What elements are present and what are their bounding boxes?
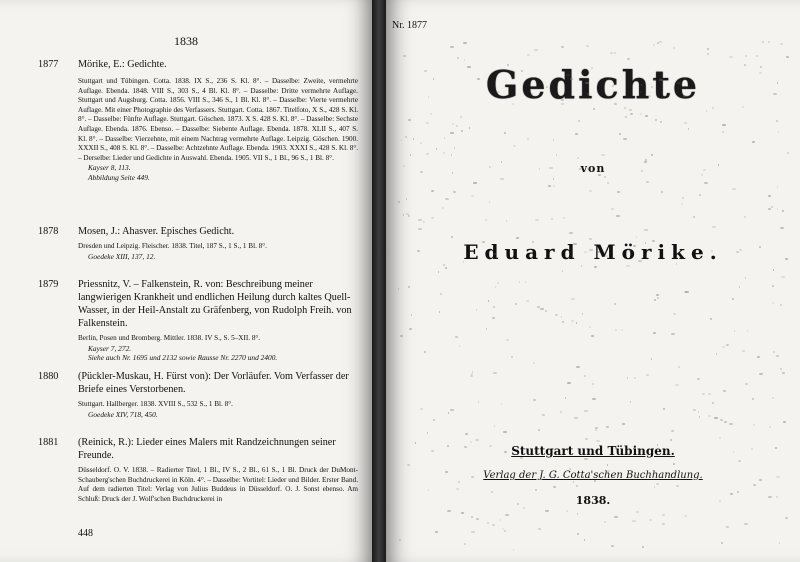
paper-speck	[756, 55, 758, 57]
paper-speck	[532, 241, 534, 243]
paper-speck	[781, 276, 785, 278]
paper-speck	[594, 480, 596, 482]
entry-reference: Kayser 8, 113.	[88, 163, 131, 173]
paper-speck	[645, 159, 647, 161]
paper-speck	[670, 439, 672, 441]
paper-speck	[628, 250, 631, 252]
paper-speck	[596, 440, 600, 442]
paper-speck	[497, 91, 500, 93]
catalog-entry	[38, 225, 358, 261]
paper-speck	[492, 524, 495, 526]
paper-speck	[424, 351, 426, 353]
paper-speck	[681, 203, 683, 205]
paper-speck	[712, 402, 714, 404]
paper-speck	[772, 397, 774, 399]
entry-number: 1881	[38, 437, 59, 448]
entry-description: Berlin, Posen und Bromberg. Mittler. 1838. IV S., S. 5–XII. 8°.	[78, 334, 261, 342]
paper-speck	[673, 463, 675, 465]
paper-speck	[585, 82, 589, 84]
paper-speck	[732, 298, 734, 300]
paper-speck	[729, 56, 733, 58]
paper-speck	[439, 311, 440, 313]
paper-speck	[693, 216, 695, 218]
paper-speck	[625, 116, 627, 118]
catalog-entry	[38, 278, 358, 363]
paper-speck	[644, 229, 648, 231]
entry-description: Stuttgart. Hallberger. 1838. XVIII S., 532 S., 1 Bl. 8°.	[78, 400, 233, 408]
paper-speck	[598, 174, 601, 176]
paper-speck	[753, 484, 756, 486]
paper-speck	[561, 46, 564, 48]
paper-speck	[553, 185, 555, 187]
paper-speck	[591, 335, 594, 337]
paper-speck	[685, 291, 689, 293]
facsimile-publisher: Verlag der J. G. Cotta'schen Buchhandlung.	[483, 470, 703, 481]
paper-speck	[542, 414, 545, 416]
paper-speck	[614, 103, 617, 105]
paper-speck	[533, 362, 535, 364]
paper-speck	[436, 148, 437, 150]
paper-speck	[556, 154, 557, 156]
paper-speck	[657, 297, 659, 299]
paper-speck	[627, 377, 628, 379]
paper-speck	[671, 430, 674, 432]
paper-speck	[655, 119, 657, 121]
paper-speck	[513, 549, 514, 551]
paper-speck	[431, 190, 434, 192]
paper-speck	[584, 410, 588, 412]
paper-speck	[757, 356, 760, 358]
paper-speck	[535, 219, 539, 221]
paper-speck	[753, 424, 755, 426]
paper-speck	[623, 138, 627, 140]
paper-speck	[574, 417, 578, 419]
catalog-entry	[38, 370, 358, 419]
catalog-entry	[38, 436, 358, 504]
paper-speck	[676, 485, 679, 487]
entry-title: (Pückler-Muskau, H. Fürst von): Der Vorläufer. Vom Verfasser der Briefe eines Verstorbenen.	[78, 371, 349, 395]
paper-speck	[551, 218, 553, 220]
paper-speck	[752, 398, 754, 400]
paper-speck	[571, 298, 575, 300]
paper-speck	[553, 486, 556, 488]
paper-speck	[684, 122, 687, 124]
paper-speck	[722, 131, 724, 133]
paper-speck	[487, 522, 489, 524]
paper-speck	[398, 201, 400, 203]
left-page	[0, 0, 373, 562]
paper-speck	[640, 113, 642, 115]
paper-speck	[589, 249, 593, 251]
paper-speck	[513, 145, 516, 147]
paper-speck	[640, 91, 642, 93]
paper-speck	[461, 512, 464, 514]
paper-speck	[752, 141, 755, 143]
entry-reference: Goedeke XIV, 718, 450.	[88, 409, 158, 419]
paper-speck	[772, 285, 774, 287]
paper-speck	[662, 523, 665, 525]
paper-speck	[644, 161, 647, 163]
paper-speck	[614, 516, 618, 518]
paper-speck	[482, 241, 485, 243]
paper-speck	[636, 236, 637, 238]
paper-speck	[589, 190, 592, 192]
paper-speck	[507, 64, 509, 66]
paper-speck	[785, 517, 788, 519]
paper-speck	[780, 368, 782, 370]
entry-number: 1878	[38, 226, 59, 237]
paper-speck	[716, 353, 717, 355]
entry-description: Stuttgart und Tübingen. Cotta. 1838. IX S., 236 S. Kl. 8°. – Dasselbe: Zweite, vermehrte Auflage. Ebenda. 1848. VIII S., 303 S., 4 Bl. Kl. 8°. – Dasselbe: Dritte vermehrte Auflage. Stuttgart und Augsburg. Cotta. 1856. VIII S., 346 S., 1 Bl. Kl. 8°. – Dasselbe: Vierte vermehrte Auflage. Mit einer Photographie des Verfassers. Stuttgart. Cotta. 1867. Titelfoto, X S., 428 S. Kl. 8°. – Dasselbe: Fünfte Auflage. Stuttgart. Göschen. 1873. X S. 428 S. Kl. 8°. – Dasselbe: Sechste Auflage. Ebenda. 1876. Ebenso. – Dasselbe: Siebente Auflage. Ebenda. 1878. XLII S., 407 S. Kl. 8°. – Dasselbe: Vierzehnte, mit einem Nachtrag vermehrte Auflage. Leipzig. Göschen. 1900. XXXII S., 408 S. Kl. 8°. – Dasselbe: Achtzehnte Auflage. Ebenda. 1903. XXXI S., 428 S. Kl. 8°. – Derselbe: Lieder und Gedichte in Auswahl. Ebenda. 1905. VII S., 1 Bl., 96 S., 1 Bl. 8°.	[78, 77, 358, 162]
entry-reference: Kayser 7, 272.	[88, 343, 132, 353]
paper-speck	[744, 64, 746, 66]
paper-speck	[431, 217, 434, 219]
paper-speck	[780, 227, 784, 229]
paper-speck	[776, 355, 779, 357]
paper-speck	[778, 131, 779, 133]
paper-speck	[771, 206, 773, 208]
paper-speck	[576, 322, 577, 324]
paper-speck	[783, 421, 786, 423]
paper-speck	[597, 251, 600, 253]
paper-speck	[592, 383, 594, 385]
paper-speck	[440, 293, 442, 295]
paper-speck	[415, 442, 416, 444]
paper-speck	[467, 66, 471, 68]
paper-speck	[473, 182, 477, 184]
paper-speck	[475, 439, 479, 441]
paper-speck	[712, 226, 716, 228]
paper-speck	[469, 127, 470, 129]
paper-speck	[485, 219, 487, 221]
paper-speck	[471, 195, 474, 197]
paper-speck	[719, 437, 721, 439]
paper-speck	[661, 191, 663, 193]
paper-speck	[742, 350, 745, 352]
paper-speck	[584, 375, 586, 377]
paper-speck	[401, 139, 402, 141]
paper-speck	[768, 195, 771, 197]
paper-speck	[501, 403, 502, 405]
paper-speck	[768, 496, 772, 498]
paper-speck	[633, 245, 636, 247]
paper-speck	[450, 132, 454, 134]
paper-speck	[525, 281, 526, 283]
paper-speck	[604, 255, 608, 257]
paper-speck	[729, 423, 733, 425]
paper-speck	[747, 330, 748, 332]
entry-description: Düsseldorf. O. V. 1838. – Radierter Titel, 1 Bl., IV S., 2 Bl., 61 S., 1 Bl. Druck der DuMont-Schauberg'schen Buchdruckerei in Köln. 4°. – Dasselbe: Vortitel: Lieder und Bilder. Erster Band. Auf dem radierten Titel: Verlag von Julius Buddeus in Düsseldorf. O. J. Sonst ebenso. Am Schluß: Druck der J. Wolf'schen Buchdruckerei in	[78, 466, 358, 503]
paper-speck	[445, 267, 447, 269]
paper-speck	[776, 496, 778, 498]
paper-speck	[428, 96, 429, 98]
paper-speck	[493, 372, 497, 374]
paper-speck	[645, 115, 648, 117]
paper-speck	[523, 507, 525, 509]
paper-speck	[561, 316, 562, 318]
paper-speck	[561, 103, 564, 105]
paper-speck	[707, 53, 709, 55]
paper-speck	[676, 263, 677, 265]
paper-speck	[587, 168, 590, 170]
paper-speck	[732, 188, 736, 190]
paper-speck	[465, 433, 468, 435]
facsimile-place: Stuttgart und Tübingen.	[511, 444, 675, 458]
paper-speck	[516, 237, 519, 239]
entry-number: 1880	[38, 371, 59, 382]
paper-speck	[617, 191, 620, 193]
paper-speck	[495, 286, 496, 288]
paper-speck	[769, 426, 771, 428]
paper-speck	[476, 309, 477, 311]
paper-speck	[519, 281, 520, 283]
paper-speck	[506, 339, 509, 341]
paper-speck	[737, 491, 739, 493]
paper-speck	[527, 54, 530, 56]
entry-reference: Goedeke XIII, 137, 12.	[88, 251, 156, 261]
paper-speck	[493, 306, 495, 308]
paper-speck	[785, 258, 788, 260]
paper-speck	[648, 95, 651, 97]
paper-speck	[660, 121, 662, 123]
title-page-facsimile	[386, 0, 800, 562]
paper-speck	[773, 351, 775, 353]
paper-speck	[742, 106, 744, 108]
paper-speck	[489, 445, 492, 447]
paper-speck	[760, 66, 762, 68]
paper-speck	[445, 471, 448, 473]
entry-title: Mosen, J.: Ahasver. Episches Gedicht.	[78, 226, 235, 237]
paper-speck	[452, 172, 453, 174]
paper-speck	[659, 79, 663, 81]
paper-speck	[426, 153, 429, 155]
entry-description: Dresden und Leipzig. Fleischer. 1838. Titel, 187 S., 1 S., 1 Bl. 8°.	[78, 242, 267, 250]
paper-speck	[576, 485, 578, 487]
running-head-year: 1838	[174, 34, 198, 48]
paper-speck	[562, 321, 564, 323]
paper-speck	[400, 335, 403, 337]
paper-speck	[739, 249, 742, 251]
paper-speck	[678, 366, 680, 368]
paper-speck	[718, 164, 719, 166]
facsimile-title: Gedichte	[485, 62, 701, 107]
paper-speck	[582, 313, 583, 315]
paper-speck	[616, 215, 620, 217]
page-number: 448	[78, 528, 93, 539]
entry-title: Mörike, E.: Gedichte.	[78, 59, 167, 70]
paper-speck	[724, 421, 727, 423]
paper-speck	[520, 457, 523, 459]
paper-speck	[539, 168, 540, 170]
paper-speck	[435, 531, 438, 533]
paper-speck	[403, 214, 404, 216]
paper-speck	[646, 181, 649, 183]
facsimile-von: von	[580, 162, 606, 175]
paper-speck	[745, 277, 746, 279]
paper-speck	[652, 240, 655, 242]
paper-speck	[535, 489, 537, 491]
paper-speck	[786, 56, 789, 58]
paper-speck	[586, 45, 589, 47]
paper-speck	[638, 260, 642, 262]
paper-speck	[699, 194, 701, 196]
paper-speck	[576, 366, 580, 368]
paper-speck	[591, 67, 593, 69]
paper-speck	[780, 43, 783, 45]
entry-reference: Abbildung Seite 449.	[88, 172, 150, 182]
paper-speck	[636, 511, 639, 513]
paper-speck	[420, 171, 423, 173]
paper-speck	[651, 86, 653, 88]
paper-speck	[759, 246, 761, 248]
book-gutter	[372, 0, 386, 562]
paper-speck	[776, 476, 780, 478]
entry-number: 1877	[38, 59, 59, 70]
paper-speck	[699, 416, 700, 418]
facsimile-author: Eduard Mörike.	[463, 240, 723, 264]
paper-speck	[407, 464, 410, 466]
paper-speck	[488, 300, 489, 302]
right-page-facsimile	[386, 0, 800, 562]
paper-speck	[456, 488, 459, 490]
paper-speck	[521, 70, 523, 72]
paper-speck	[464, 59, 465, 61]
paper-speck	[448, 412, 449, 414]
paper-speck	[497, 282, 499, 284]
paper-speck	[714, 417, 718, 419]
paper-speck	[417, 250, 420, 252]
paper-speck	[501, 161, 502, 163]
paper-speck	[657, 444, 658, 446]
paper-speck	[662, 514, 665, 516]
paper-speck	[492, 317, 495, 319]
paper-speck	[489, 201, 490, 203]
paper-speck	[604, 521, 606, 523]
entry-number: 1879	[38, 279, 59, 290]
paper-speck	[567, 382, 571, 384]
paper-speck	[504, 530, 506, 532]
paper-speck	[779, 542, 780, 544]
entry-reference: Siehe auch Nr. 1695 und 2132 sowie Rausse Nr. 2270 und 2400.	[88, 353, 278, 363]
paper-speck	[632, 520, 636, 522]
paper-speck	[491, 491, 493, 493]
paper-speck	[649, 519, 652, 521]
paper-speck	[581, 265, 582, 267]
paper-speck	[506, 220, 507, 222]
paper-speck	[562, 270, 563, 272]
paper-speck	[571, 320, 574, 322]
paper-speck	[611, 545, 614, 547]
paper-speck	[653, 332, 656, 334]
paper-speck	[451, 236, 453, 238]
paper-speck	[517, 503, 519, 505]
plate-label: Nr. 1877	[392, 20, 427, 31]
paper-speck	[463, 42, 467, 44]
paper-speck	[566, 74, 570, 76]
paper-speck	[533, 399, 536, 401]
facsimile-year: 1838.	[575, 494, 611, 507]
paper-speck	[553, 139, 554, 141]
paper-speck	[701, 174, 703, 176]
paper-speck	[406, 198, 407, 200]
paper-speck	[641, 170, 643, 172]
paper-speck	[768, 208, 771, 210]
paper-speck	[424, 70, 427, 72]
entry-title: Priessnitz, V. – Falkenstein, R. von: Beschreibung meiner langwierigen Krankheit und endlichen Heilung durch kaltes Quell-Wasser, in der Heil-Anstalt zu Gräfenberg, von Rudolph Freih. von Falkenstein.	[78, 279, 352, 329]
paper-speck	[447, 445, 449, 447]
entry-title: (Reinick, R.): Lieder eines Malers mit Randzeichnungen seiner Freunde.	[78, 437, 336, 461]
paper-speck	[566, 510, 568, 512]
paper-speck	[642, 546, 644, 548]
paper-speck	[569, 468, 571, 470]
paper-speck	[675, 384, 679, 386]
paper-speck	[511, 356, 513, 358]
catalog-entry	[38, 58, 358, 183]
paper-speck	[459, 345, 460, 347]
paper-speck	[587, 93, 590, 95]
paper-speck	[776, 120, 778, 122]
paper-speck	[431, 450, 434, 452]
paper-speck	[654, 299, 656, 301]
paper-speck	[408, 119, 411, 121]
paper-speck	[614, 303, 616, 305]
paper-speck	[471, 373, 473, 375]
